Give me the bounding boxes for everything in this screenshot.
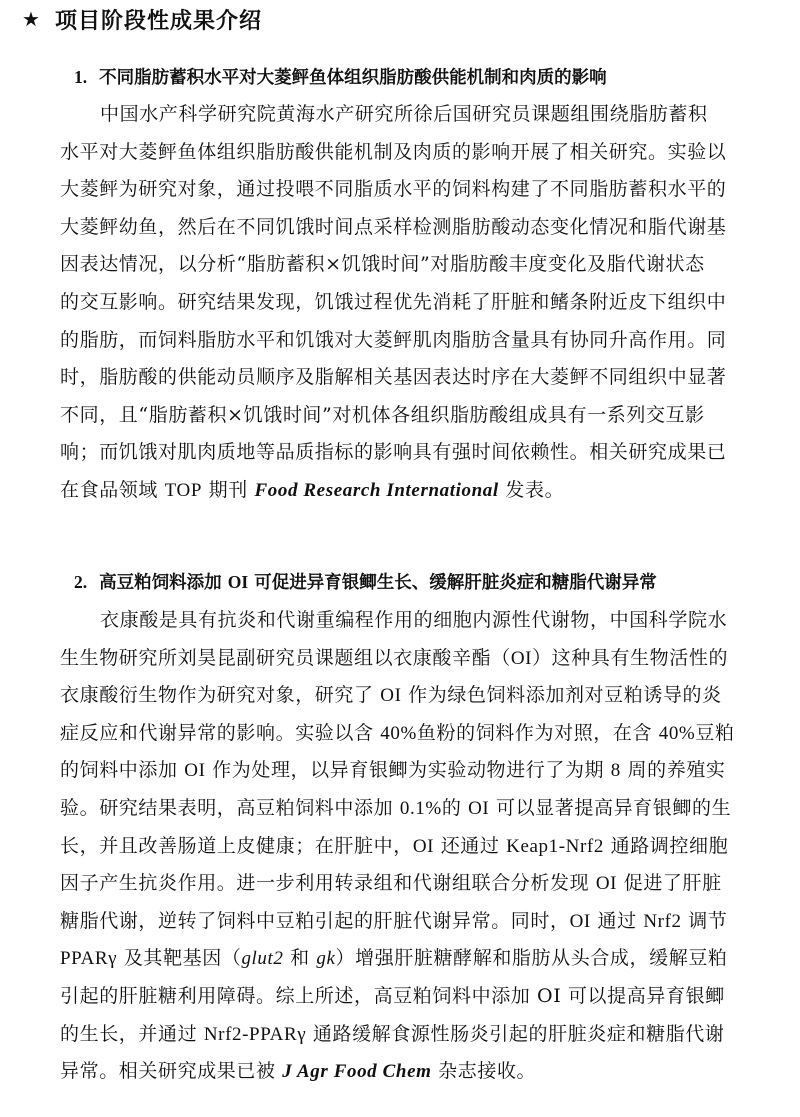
- item-2-title-text: 可促进异育银鲫生长、缓解肝脏炎症和糖脂代谢异常: [248, 573, 657, 593]
- text-run: 8: [610, 760, 621, 782]
- paragraph-line: 响；而饥饿对肌肉质地等品质指标的影响具有强时间依赖性。相关研究成果已: [60, 441, 727, 464]
- paragraph-line: 的交互影响。研究结果发现，饥饿过程优先消耗了肝脏和鳍条附近皮下组织中: [60, 290, 727, 313]
- paragraph-line: 引起的肝脏糖利用障碍。综上所述，高豆粕饲料中添加 OI 可以提高异育银鲫: [60, 984, 725, 1007]
- item-1-title: [74, 64, 784, 91]
- text-run: OI: [184, 760, 206, 782]
- paragraph-line: 中国水产科学研究院黄海水产研究所徐后国研究员课题组围绕脂肪蓄积: [100, 103, 708, 125]
- text-run: 的饲料中添加: [60, 759, 185, 782]
- section-header: [22, 2, 262, 36]
- text-run: 0.1%: [399, 797, 442, 819]
- text-run: 还通过: [434, 834, 507, 857]
- text-run: 因子产生抗炎作用。进一步利用转录组和代谢组联合分析发现: [60, 872, 596, 895]
- text-run: 40%: [380, 722, 417, 744]
- paragraph-line: 的脂肪，而饲料脂肪水平和饥饿对大菱鲆肌肉脂肪含量具有协同升高作用。同: [60, 328, 727, 351]
- journal-name: J Agr Food Chem: [282, 1061, 432, 1083]
- paragraph-line: 衣康酸是具有抗炎和代谢重编程作用的细胞内源性代谢物，中国科学院水: [100, 609, 728, 631]
- text-run: 在食品领域: [60, 478, 165, 501]
- section-title: 项目阶段性成果介绍: [54, 8, 262, 34]
- paragraph-line: 因表达情况，以分析“脂肪蓄积×饥饿时间”对脂肪酸丰度变化及脂代谢状态: [60, 253, 705, 276]
- item-2-title-text: OI: [227, 572, 249, 592]
- text-run: OI: [510, 647, 533, 669]
- paragraph-line: 大菱鲆幼鱼，然后在不同饥饿时间点采样检测脂肪酸动态变化情况和脂代谢基: [60, 215, 727, 238]
- text-run: 及其靶基因（: [117, 947, 242, 970]
- item-1-title-text: 不同脂肪蓄积水平对大菱鲆鱼体组织脂肪酸供能机制和肉质的影响: [99, 68, 607, 88]
- text-run: 和: [283, 947, 317, 970]
- paragraph-line: [60, 677, 780, 715]
- text-run: PPARγ: [60, 948, 118, 970]
- text-run: 促进了肝脏: [617, 872, 722, 895]
- paragraph-line: [60, 640, 780, 678]
- item-2-title: [74, 569, 784, 596]
- text-run: 作为处理，以异育银鲫为实验动物进行了为期: [205, 759, 611, 782]
- gene-name: gk: [316, 948, 336, 970]
- text-run: 的生长，并通过: [60, 1022, 204, 1045]
- text-run: TOP: [164, 479, 202, 501]
- item-1-number: 1.: [74, 67, 88, 87]
- text-run: 作为绿色饲料添加剂对豆粕诱导的炎: [401, 684, 722, 707]
- paragraph-line: [60, 715, 780, 753]
- text-run: Nrf2-PPARγ: [203, 1023, 307, 1045]
- text-run: 长，并且改善肠道上皮健康；在肝脏中，: [60, 834, 413, 857]
- paragraph-line: [60, 903, 780, 941]
- text-run: Keap1-Nrf2: [506, 835, 604, 857]
- text-run: 杂志接收。: [431, 1060, 537, 1083]
- gene-name: glut2: [241, 948, 284, 970]
- text-run: OI: [380, 685, 402, 707]
- paragraph-line: [60, 940, 780, 978]
- text-run: OI: [412, 835, 435, 857]
- text-run: 周的养殖实: [620, 759, 726, 782]
- paragraph-line: [60, 472, 780, 510]
- item-2-number: 2.: [74, 572, 88, 592]
- text-run: 通路缓解食源性肠炎引起的肝脏炎症和糖脂代谢: [306, 1022, 725, 1045]
- text-run: 生生物研究所刘昊昆副研究员课题组以衣康酸辛酯（: [60, 646, 511, 669]
- paragraph-line: [60, 790, 780, 828]
- text-run: OI: [468, 797, 490, 819]
- paragraph-line: 大菱鲆为研究对象，通过投喂不同脂质水平的饲料构建了不同脂肪蓄积水平的: [60, 178, 727, 201]
- text-run: ）增强肝脏糖酵解和脂肪从头合成，缓解豆粕: [335, 947, 728, 970]
- paragraph-line: [60, 752, 780, 790]
- text-run: OI: [569, 910, 591, 932]
- text-run: 糖脂代谢，逆转了饲料中豆粕引起的肝脏代谢异常。同时，: [60, 909, 570, 932]
- item-2-title-text: 高豆粕饲料添加: [99, 573, 228, 593]
- text-run: 40%: [658, 722, 696, 744]
- text-run: 症反应和代谢异常的影响。实验以含: [60, 721, 381, 744]
- text-run: 发表。: [498, 478, 565, 501]
- text-run: ）这种具有生物活性的: [532, 646, 729, 669]
- paragraph-line: [60, 1016, 780, 1054]
- item-1-paragraph: [60, 96, 780, 510]
- text-run: 可以显著提高异育银鲫的生: [489, 796, 732, 819]
- text-run: 通过: [590, 909, 644, 932]
- text-run: 衣康酸衍生物作为研究对象，研究了: [60, 684, 381, 707]
- text-run: 期刊: [202, 478, 255, 501]
- text-run: 的: [441, 796, 469, 819]
- text-run: 豆粕: [695, 721, 735, 744]
- journal-name: Food Research International: [254, 479, 499, 501]
- paragraph-line: [60, 828, 780, 866]
- text-run: OI: [595, 873, 618, 895]
- text-run: 异常。相关研究成果已被: [60, 1060, 283, 1083]
- text-run: Nrf2: [643, 910, 682, 932]
- item-2-paragraph: [60, 602, 780, 1091]
- paragraph-line: 不同，且“脂肪蓄积×饥饿时间”对机体各组织脂肪酸组成具有一系列交互影: [60, 403, 705, 426]
- text-run: 验。研究结果表明，高豆粕饲料中添加: [60, 796, 400, 819]
- paragraph-line: [60, 865, 780, 903]
- text-run: 鱼粉的饲料作为对照，在含: [416, 721, 659, 744]
- paragraph-line: 水平对大菱鲆鱼体组织脂肪酸供能机制及肉质的影响开展了相关研究。实验以: [60, 140, 727, 163]
- text-run: 调节: [681, 909, 728, 932]
- text-run: 通路调控细胞: [603, 834, 729, 857]
- star-icon: ★: [22, 7, 41, 31]
- paragraph-line: [60, 1053, 780, 1091]
- paragraph-line: 时，脂肪酸的供能动员顺序及脂解相关基因表达时序在大菱鲆不同组织中显著: [60, 366, 727, 389]
